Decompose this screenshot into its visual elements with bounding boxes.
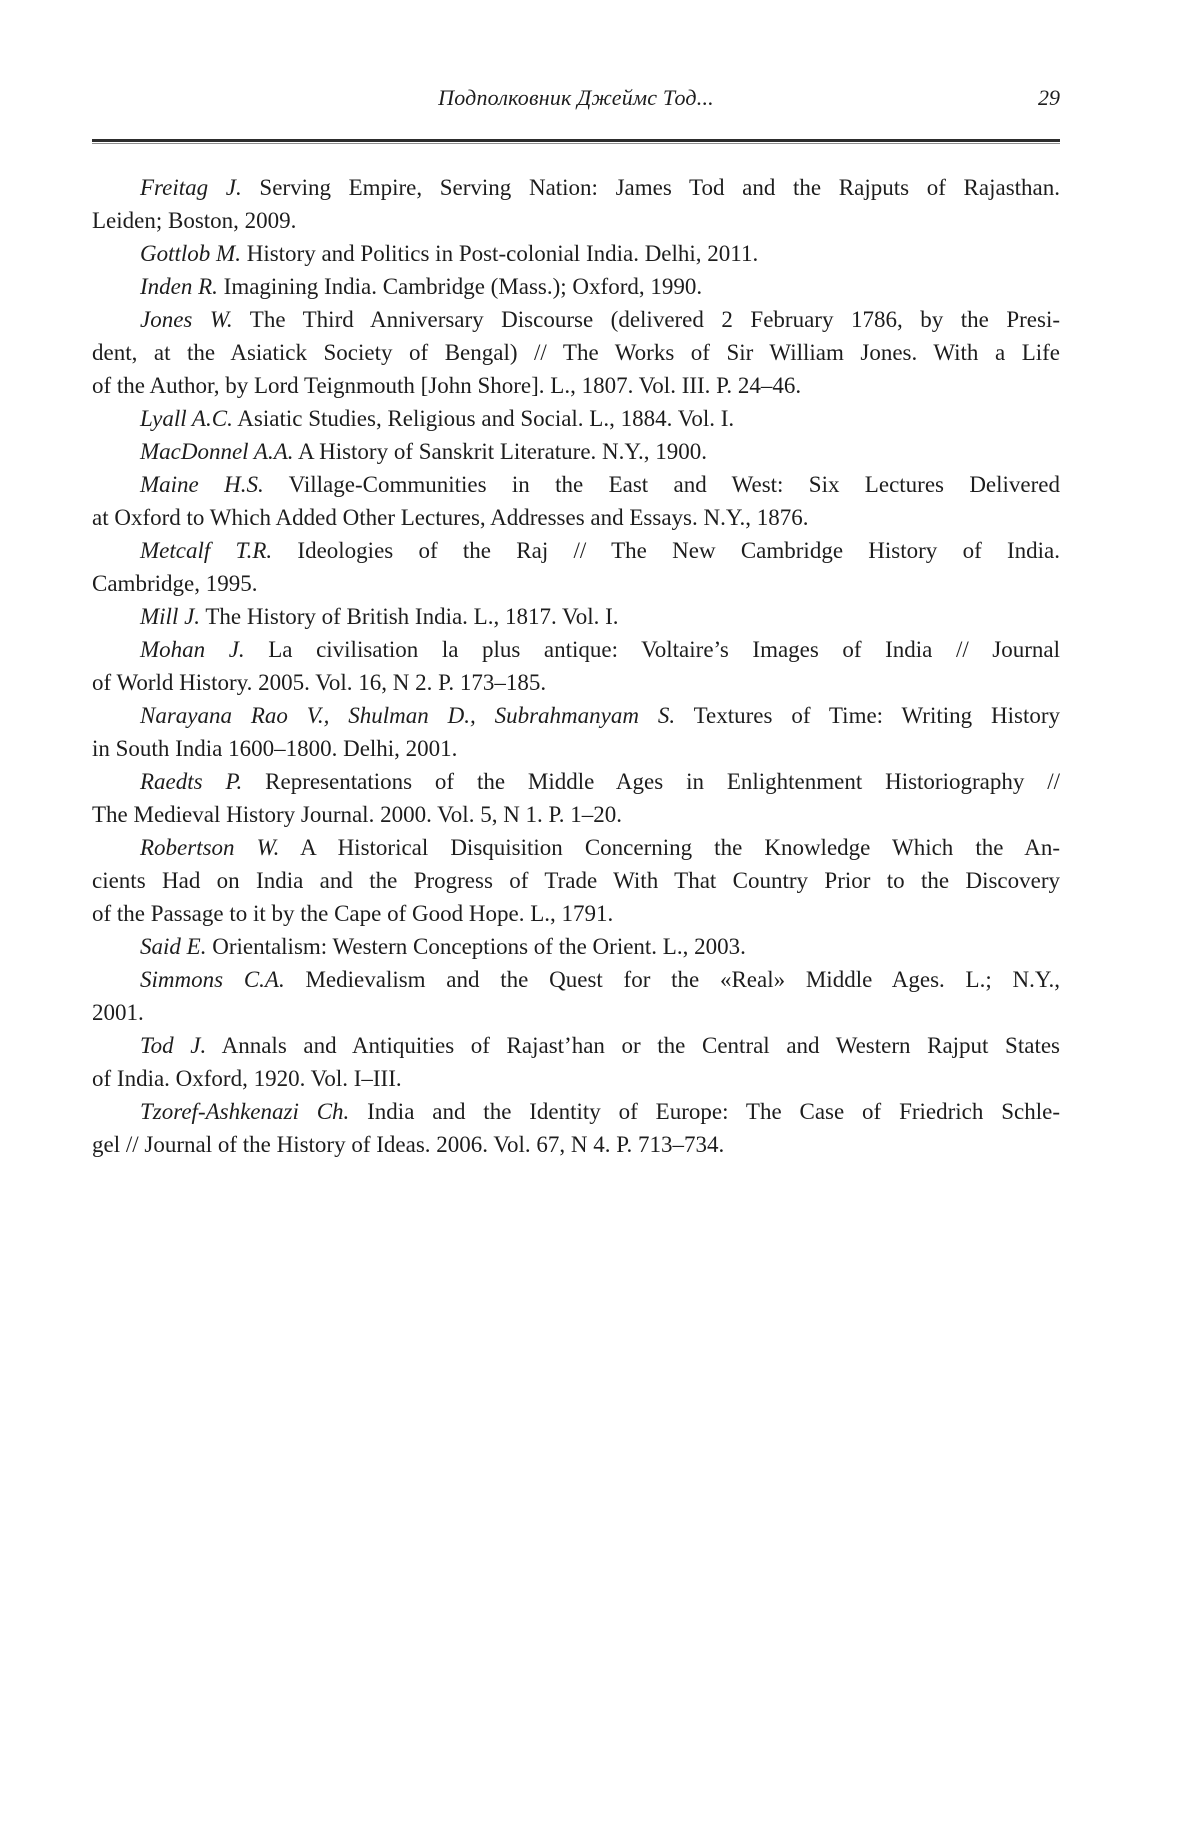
reference-line: of the Passage to it by the Cape of Good Hope. L., 1791. <box>92 901 614 926</box>
reference-entry <box>92 303 1060 402</box>
page-header <box>92 0 1060 111</box>
header-rule <box>92 139 1060 144</box>
reference-line: Simmons C.A. Medievalism and the Quest for the «Real» Middle Ages. L.; N.Y., <box>140 967 1060 992</box>
reference-author: Gottlob M. <box>140 241 241 266</box>
reference-entry <box>92 1029 1060 1095</box>
reference-line: Maine H.S. Village-Communities in the East and West: Six Lectures Delivered <box>140 472 1060 497</box>
reference-entry <box>92 270 1060 303</box>
reference-line: at Oxford to Which Added Other Lectures, Addresses and Essays. N.Y., 1876. <box>92 505 809 530</box>
reference-entry <box>92 633 1060 699</box>
reference-author: Raedts P. <box>140 769 243 794</box>
reference-author: MacDonnel A.A. <box>140 439 294 464</box>
reference-author: Simmons C.A. <box>140 967 285 992</box>
page-number: 29 <box>1038 85 1060 110</box>
reference-line: Freitag J. Serving Empire, Serving Nation: James Tod and the Rajputs of Rajasthan. <box>140 175 1061 200</box>
reference-entry <box>92 435 1060 468</box>
reference-entry <box>92 402 1060 435</box>
reference-entry <box>92 600 1060 633</box>
reference-author: Inden R. <box>140 274 218 299</box>
reference-line: of India. Oxford, 1920. Vol. I–III. <box>92 1066 402 1091</box>
reference-author: Narayana Rao V., Shulman D., Subrahmanyam S. <box>140 703 676 728</box>
reference-line: Tzoref-Ashkenazi Ch. India and the Identity of Europe: The Case of Friedrich Schle- <box>140 1099 1060 1124</box>
reference-line: Cambridge, 1995. <box>92 571 258 596</box>
reference-author: Mohan J. <box>140 637 245 662</box>
reference-line: Mohan J. La civilisation la plus antique: Voltaire’s Images of India // Journal <box>140 637 1060 662</box>
references-list <box>92 171 1060 1161</box>
reference-author: Robertson W. <box>140 835 280 860</box>
reference-line: MacDonnel A.A. A History of Sanskrit Literature. N.Y., 1900. <box>140 439 708 464</box>
reference-line: Said E. Orientalism: Western Conceptions of the Orient. L., 2003. <box>140 934 746 959</box>
reference-author: Mill J. <box>140 604 201 629</box>
reference-entry <box>92 699 1060 765</box>
reference-line: 2001. <box>92 1000 144 1025</box>
reference-line: Jones W. The Third Anniversary Discourse (delivered 2 February 1786, by the Presi- <box>140 307 1060 332</box>
reference-line: cients Had on India and the Progress of Trade With That Country Prior to the Discovery <box>92 868 1060 893</box>
reference-author: Metcalf T.R. <box>140 538 273 563</box>
reference-line: The Medieval History Journal. 2000. Vol. 5, N 1. P. 1–20. <box>92 802 623 827</box>
reference-line: of World History. 2005. Vol. 16, N 2. P. 173–185. <box>92 670 547 695</box>
reference-line: Lyall A.C. Asiatic Studies, Religious and Social. L., 1884. Vol. I. <box>140 406 735 431</box>
reference-line: Gottlob M. History and Politics in Post-colonial India. Delhi, 2011. <box>140 241 759 266</box>
reference-line: Narayana Rao V., Shulman D., Subrahmanyam S. Textures of Time: Writing History <box>140 703 1061 728</box>
reference-line: Metcalf T.R. Ideologies of the Raj // The New Cambridge History of India. <box>140 538 1060 563</box>
reference-entry <box>92 237 1060 270</box>
reference-entry <box>92 963 1060 1029</box>
reference-line: Inden R. Imagining India. Cambridge (Mass.); Oxford, 1990. <box>140 274 703 299</box>
reference-line: Raedts P. Representations of the Middle Ages in Enlightenment Historiography // <box>140 769 1060 794</box>
reference-line: of the Author, by Lord Teignmouth [John Shore]. L., 1807. Vol. III. P. 24–46. <box>92 373 802 398</box>
reference-entry <box>92 468 1060 534</box>
reference-entry <box>92 171 1060 237</box>
text-block <box>92 0 1060 1161</box>
reference-line: in South India 1600–1800. Delhi, 2001. <box>92 736 458 761</box>
reference-entry <box>92 534 1060 600</box>
reference-entry <box>92 831 1060 930</box>
reference-line: gel // Journal of the History of Ideas. 2006. Vol. 67, N 4. P. 713–734. <box>92 1132 725 1157</box>
reference-line: Tod J. Annals and Antiquities of Rajast’han or the Central and Western Rajput States <box>140 1033 1061 1058</box>
reference-author: Lyall A.C. <box>140 406 233 431</box>
reference-author: Maine H.S. <box>140 472 264 497</box>
reference-author: Freitag J. <box>140 175 242 200</box>
reference-entry <box>92 1095 1060 1161</box>
reference-line: Robertson W. A Historical Disquisition Concerning the Knowledge Which the An- <box>140 835 1060 860</box>
reference-line: Mill J. The History of British India. L., 1817. Vol. I. <box>140 604 619 629</box>
reference-author: Jones W. <box>140 307 233 332</box>
reference-author: Said E. <box>140 934 207 959</box>
reference-entry <box>92 930 1060 963</box>
reference-line: dent, at the Asiatick Society of Bengal) // The Works of Sir William Jones. With a Life <box>92 340 1060 365</box>
reference-entry <box>92 765 1060 831</box>
reference-line: Leiden; Boston, 2009. <box>92 208 297 233</box>
reference-author: Tzoref-Ashkenazi Ch. <box>140 1099 350 1124</box>
running-title: Подполковник Джеймс Тод... <box>438 85 714 110</box>
reference-author: Tod J. <box>140 1033 207 1058</box>
